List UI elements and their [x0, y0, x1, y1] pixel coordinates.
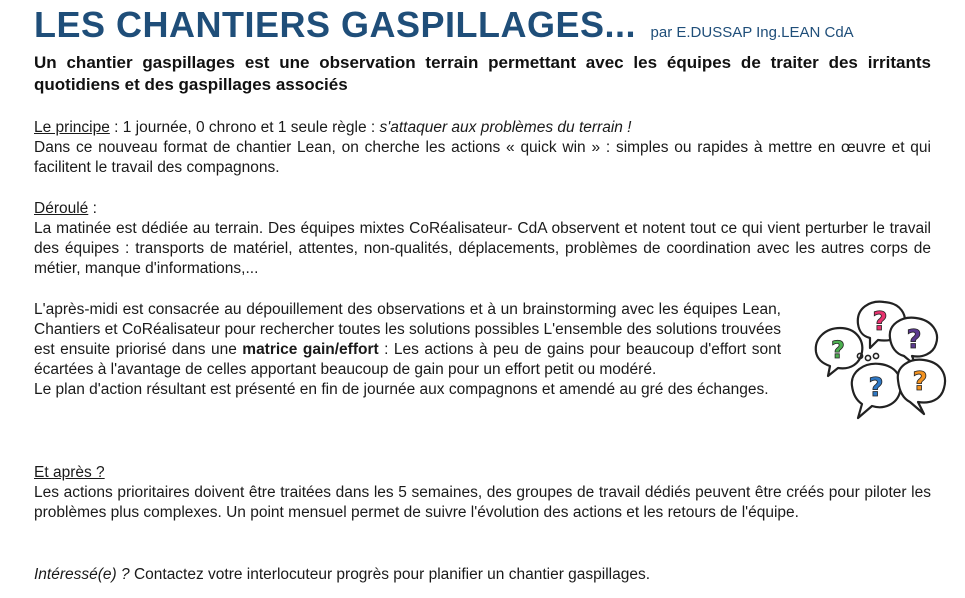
- deroule-label: Déroulé: [34, 200, 89, 217]
- principe-lead: : 1 journée, 0 chrono et 1 seule règle :: [109, 119, 380, 136]
- question-mark-blue: ?: [868, 373, 884, 403]
- apresmidi-text-after: : Les actions à peu de gains pour beaucoup d'effort sont écartées à l'avantage de celles apportant beaucoup de gain pour un effort petit ou modéré.: [34, 341, 781, 378]
- question-mark-purple: ?: [906, 325, 922, 355]
- section-apres: [34, 463, 931, 523]
- principe-label: Le principe: [34, 119, 110, 136]
- principe-text: Dans ce nouveau format de chantier Lean, on cherche les actions « quick win » : simples ou rapides à mettre en œuvre et qui facilitent le travail des compagnons.: [34, 139, 931, 176]
- question-mark-orange: ?: [912, 367, 928, 397]
- question-mark-pink: ?: [872, 307, 888, 337]
- apres-text: Les actions prioritaires doivent être traitées dans les 5 semaines, des groupes de travail dédiés peuvent être créés pour piloter les problèmes plus complexes. Un point mensuel permet de suivre l'évolution des actions et les retours de l'équipe.: [34, 484, 931, 521]
- page-title: LES CHANTIERS GASPILLAGES...: [34, 4, 637, 45]
- subtitle: Un chantier gaspillages est une observation terrain permettant avec les équipes de traiter des irritants quotidiens et des gaspillages associés: [34, 53, 931, 94]
- apresmidi-text-before: L'après-midi est consacrée au dépouillement des observations et à un brainstorming avec les équipes Lean, Chantiers et CoRéalisateur pour rechercher toutes les solutions possibles L'ensemble des solutions trouvées est ensuite priorisé dans une: [34, 301, 781, 358]
- header: [34, 4, 854, 46]
- section-principe: [34, 118, 931, 178]
- principe-rule: s'attaquer aux problèmes du terrain !: [379, 119, 632, 136]
- deroule-suffix: :: [88, 200, 97, 217]
- question-mark-green: ?: [831, 336, 845, 364]
- author-byline: par E.DUSSAP Ing.LEAN CdA: [650, 24, 854, 41]
- section-apresmidi: [34, 300, 781, 400]
- apresmidi-plan: Le plan d'action résultant est présenté en fin de journée aux compagnons et amendé au gré des échanges.: [34, 381, 769, 398]
- section-contact: [34, 565, 931, 585]
- contact-label: Intéressé(e) ?: [34, 566, 130, 583]
- apresmidi-bold: matrice gain/effort: [242, 341, 379, 358]
- deroule-text: La matinée est dédiée au terrain. Des équipes mixtes CoRéalisateur- CdA observent et notent tout ce qui vient perturber le travail des équipes : transports de matériel, attentes, non-qualités, déplacements, problèmes de coordination avec les autres corps de métier, manque d'informations,...: [34, 220, 931, 277]
- apres-label: Et après ?: [34, 464, 105, 481]
- speech-bubbles-question-icon: [812, 294, 950, 424]
- section-deroule: [34, 199, 931, 279]
- contact-text: Contactez votre interlocuteur progrès pour planifier un chantier gaspillages.: [129, 566, 651, 583]
